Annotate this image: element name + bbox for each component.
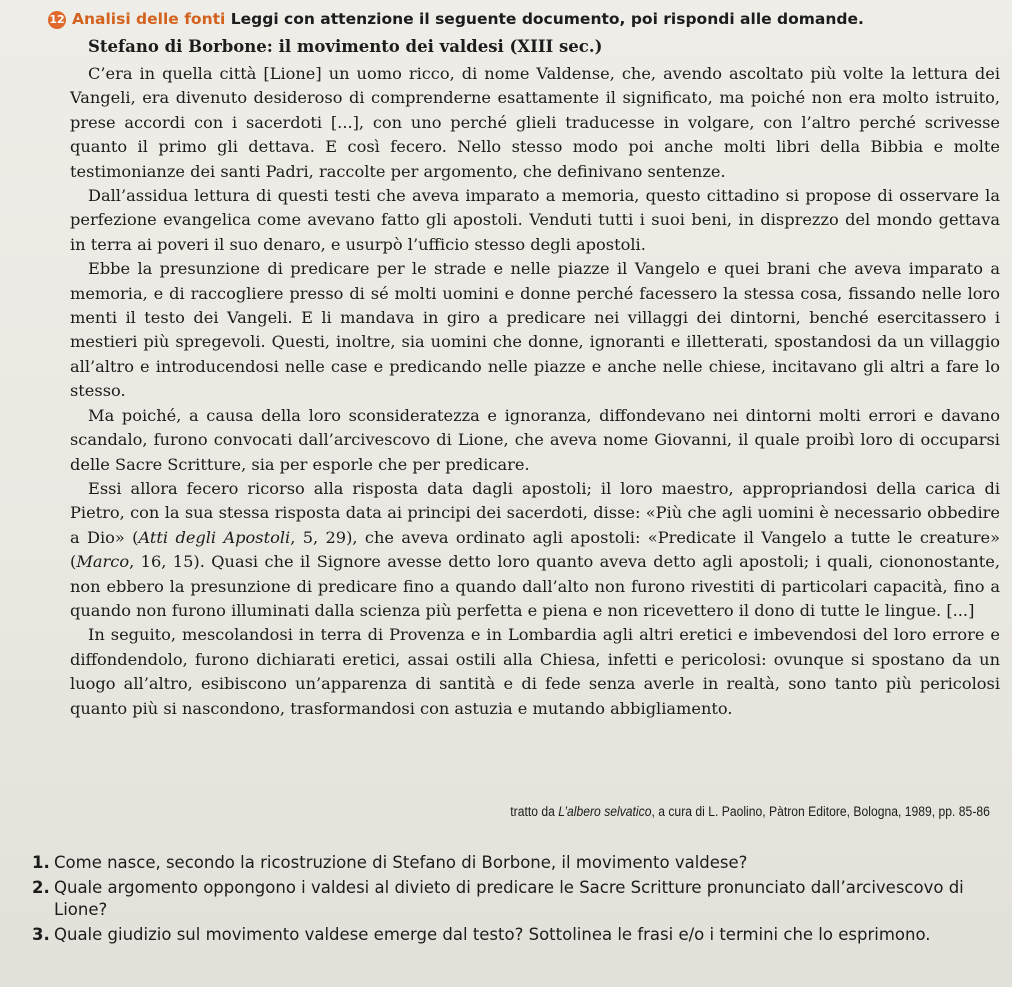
paragraph-2: Dall’assidua lettura di questi testi che aveva imparato a memoria, questo cittadino si propose di osservare la perfezione evangelica come avevano fatto gli apostoli. Venduti tutti i suoi beni, in disprezzo del mondo gettava in terra ai poveri il suo denaro, e usurpò l’ufficio stesso degli apostoli. (70, 186, 1000, 254)
question-item (32, 852, 1007, 874)
citation-mark: Marco (76, 552, 130, 572)
question-text: Quale argomento oppongono i valdesi al divieto di predicare le Sacre Scritture pronunciato dall’arcivescovo di Lione? (54, 878, 964, 919)
exercise-number-badge: 12 (48, 11, 66, 29)
citation-acts: Atti degli Apostoli (138, 527, 291, 547)
question-number: 2. (32, 878, 50, 897)
paragraph-5-part-c: , 16, 15). Quasi che il Signore avesse detto loro quanto aveva detto agli apostoli; i quali, ciononostante, non ebbero la presunzione di predicare fino a quando dall’alto non furono rivestiti di particolari capacità, fino a quando non furono illuminati dalla scienza più perfetta e piena e non ricevettero il dono di tutte le lingue. [...] (70, 552, 1000, 620)
document-title: Stefano di Borbone: il movimento dei valdesi (XIII sec.) (88, 37, 603, 56)
paragraph-5-part-b: , 5, 29), che aveva ordinato agli apostoli: «Predicate il Vangelo a tutte le creature» ( (70, 527, 1001, 572)
paragraph-5 (70, 477, 1000, 623)
question-item (32, 877, 1007, 921)
exercise-header (48, 10, 864, 29)
instruction-text: Leggi con attenzione il seguente documento, poi rispondi alle domande. (230, 10, 864, 28)
section-label: Analisi delle fonti (72, 10, 226, 28)
document-body (70, 62, 1000, 721)
paragraph-3: Ebbe la presunzione di predicare per le strade e nelle piazze il Vangelo e quei brani che aveva imparato a memoria, e di raccogliere presso di sé molti uomini e donne perché facessero la stessa cosa, fissando nelle loro menti il testo dei Vangeli. E li mandava in giro a predicare nei villaggi dei dintorni, benché esercitassero i mestieri più spregevoli. Questi, inoltre, sia uomini che donne, ignoranti e illetterati, spostandosi da un villaggio all’altro e introducendosi nelle case e predicando nelle piazze e anche nelle chiese, incitavano gli altri a fare lo stesso. (70, 259, 1000, 401)
paragraph-1: C’era in quella città [Lione] un uomo ricco, di nome Valdense, che, avendo ascoltato più volte la lettura dei Vangeli, era divenuto desideroso di comprenderne esattamente il significato, ma poiché non era molto istruito, prese accordi con i sacerdoti [...], con uno perché glieli traducesse in volgare, con l’altro perché scrivesse quanto il primo gli dettava. E così fecero. Nello stesso modo poi anche molti libri della Bibbia e molte testimonianze dei santi Padri, raccolte per argomento, che definivano sentenze. (70, 64, 1000, 181)
source-book-title: L’albero selvatico (558, 804, 652, 819)
questions-list (32, 852, 1007, 949)
paragraph-5-part-a: Essi allora fecero ricorso alla risposta data dagli apostoli; il loro maestro, appropriandosi della carica di Pietro, con la sua stessa risposta data ai principi dei sacerdoti, disse: «Più che agli uomini è necessario obbedire a Dio» ( (70, 478, 1000, 547)
question-number: 1. (32, 853, 50, 872)
source-citation: tratto da L’albero selvatico, a cura di L. Paolino, Pàtron Editore, Bologna, 1989, pp. 85-86 (510, 804, 990, 819)
question-item (32, 924, 1007, 946)
question-text: Quale giudizio sul movimento valdese emerge dal testo? Sottolinea le frasi e/o i termini che lo esprimono. (54, 925, 931, 944)
paragraph-4: Ma poiché, a causa della loro sconsideratezza e ignoranza, diffondevano nei dintorni molti errori e davano scandalo, furono convocati dall’arcivescovo di Lione, che aveva nome Giovanni, il quale proibì loro di occuparsi delle Sacre Scritture, sia per esporle che per predicare. (70, 405, 1000, 474)
question-text: Come nasce, secondo la ricostruzione di Stefano di Borbone, il movimento valdese? (54, 853, 748, 872)
paragraph-6: In seguito, mescolandosi in terra di Provenza e in Lombardia agli altri eretici e imbevendosi del loro errore e diffondendolo, furono dichiarati eretici, assai ostili alla Chiesa, infetti e pericolosi: ovunque si spostano da un luogo all’altro, esibiscono un’apparenza di santità e di fede senza averle in realtà, sono tanto più pericolosi quanto più si nascondono, trasformandosi con astuzia e mutando abbigliamento. (70, 625, 1000, 718)
question-number: 3. (32, 925, 50, 944)
